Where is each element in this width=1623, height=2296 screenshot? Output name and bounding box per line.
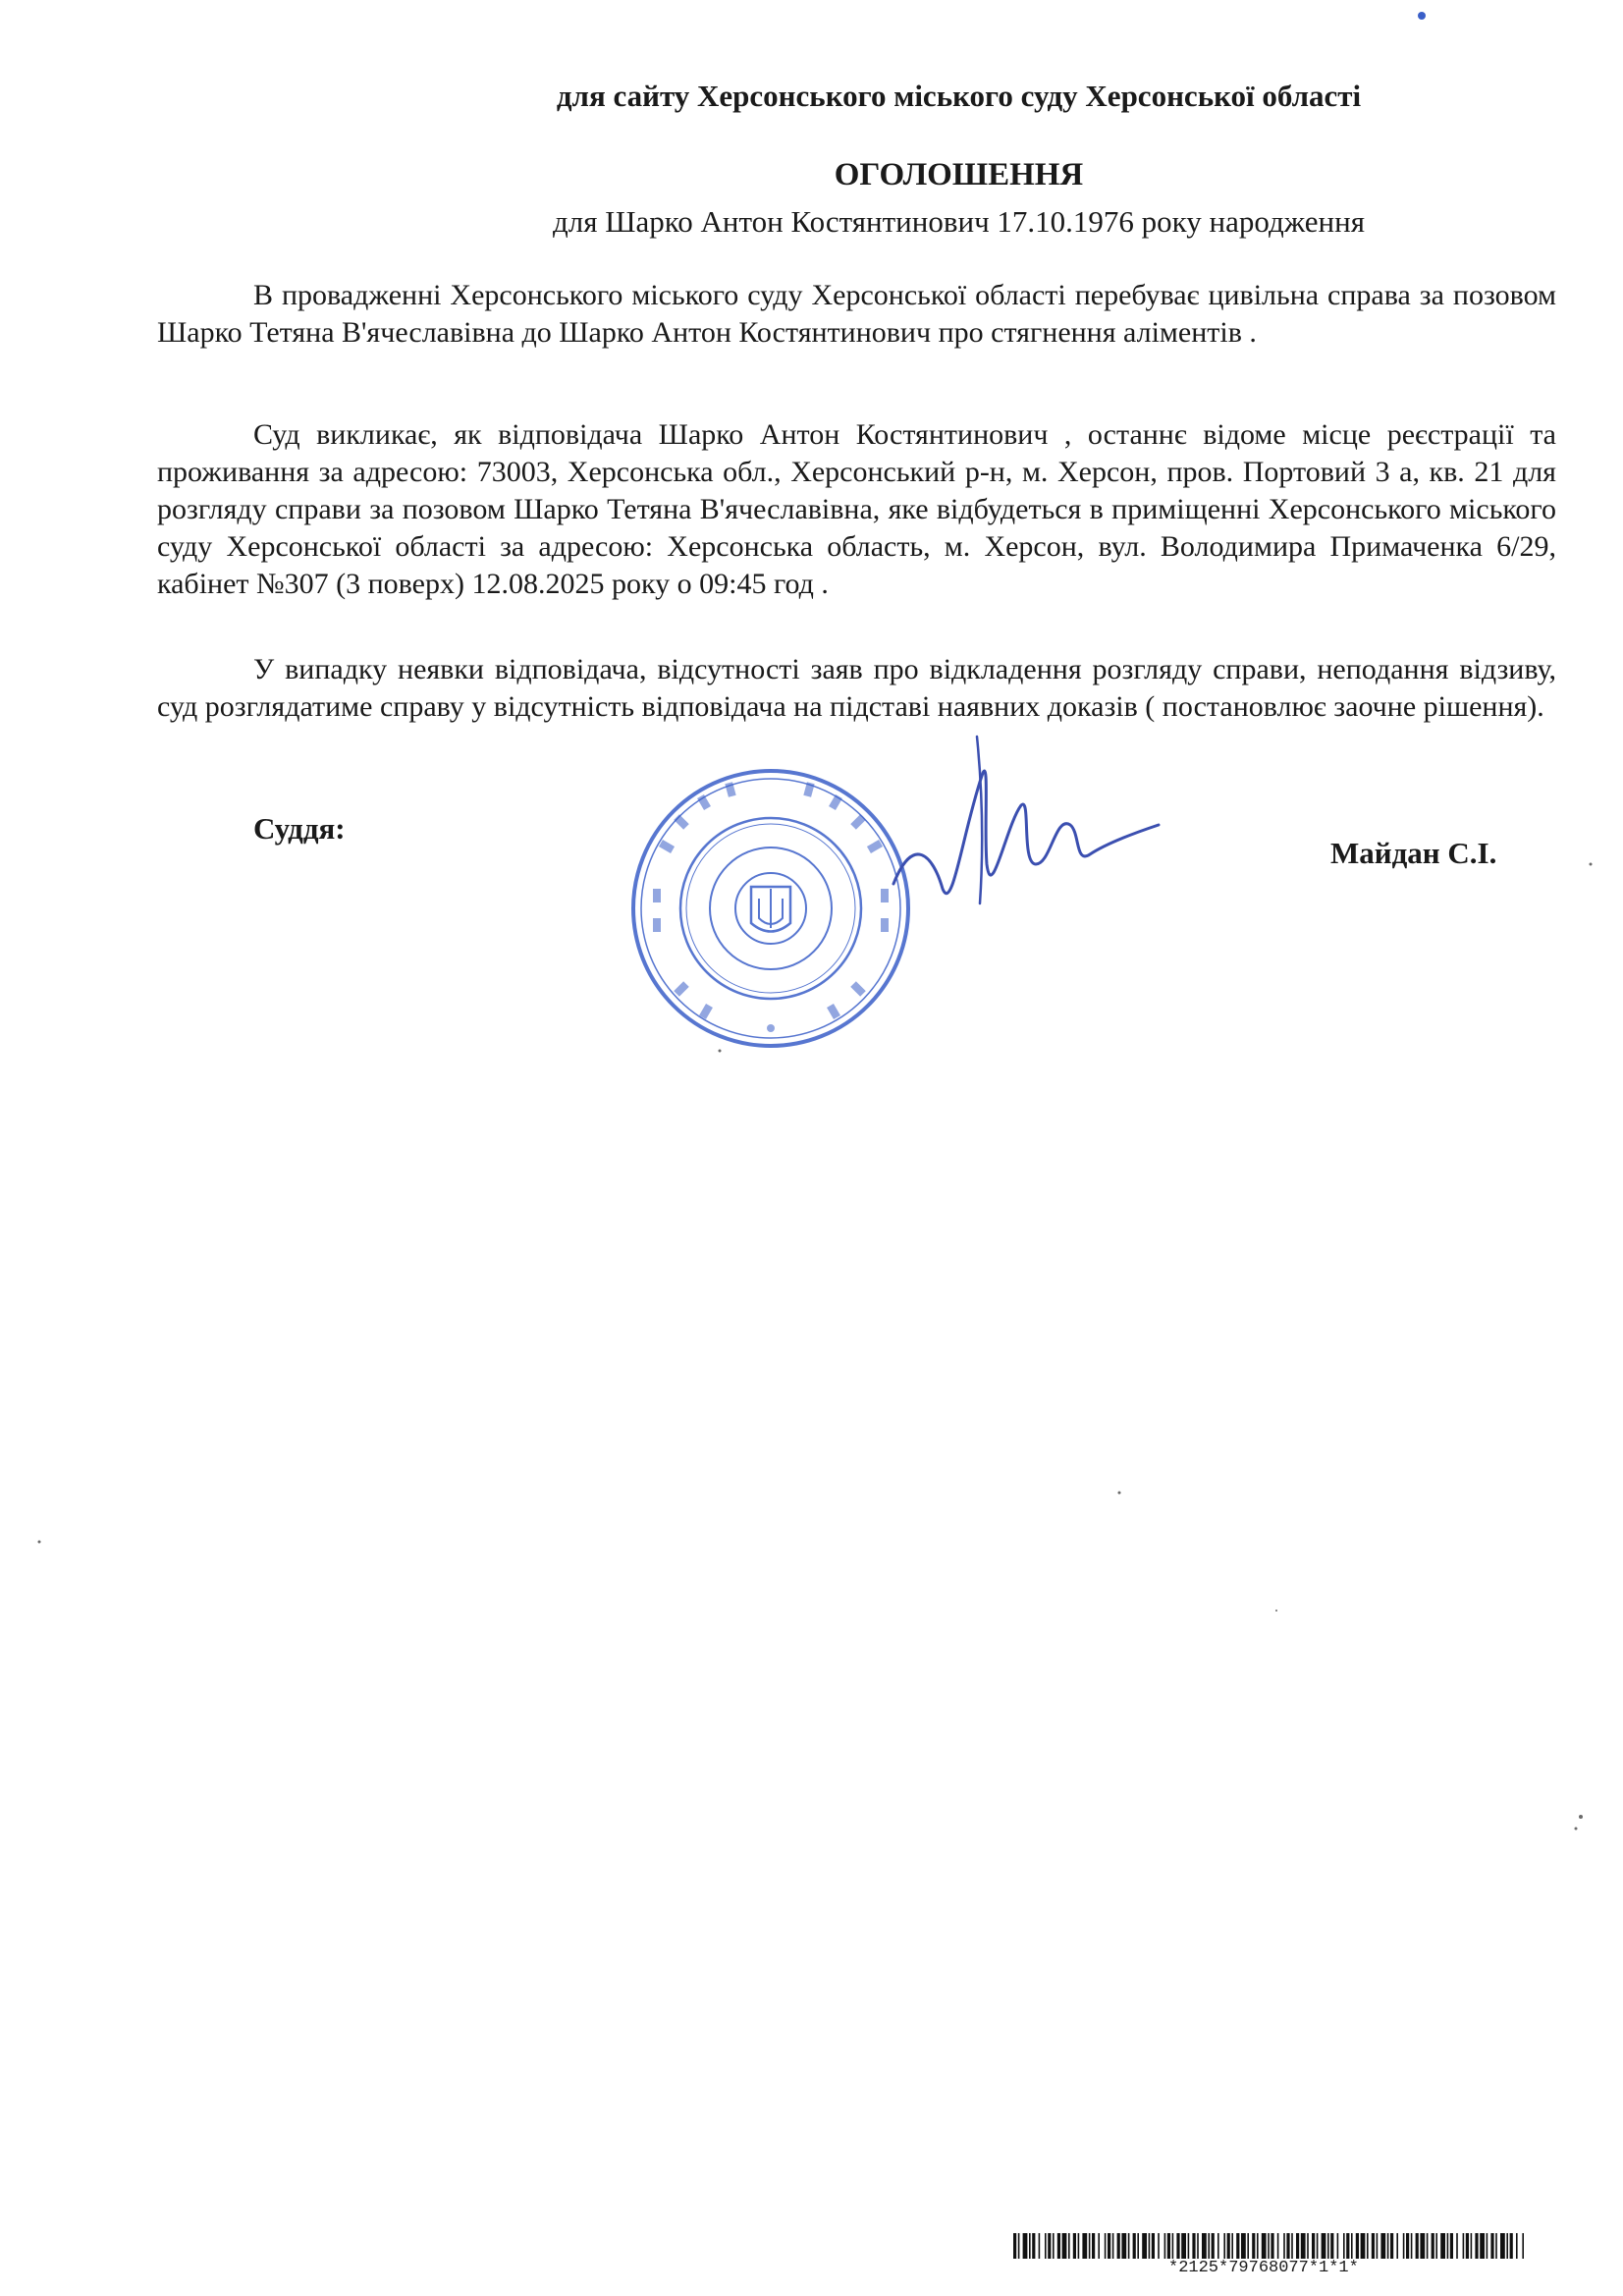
header-note: для сайту Херсонського міського суду Херсонської області (556, 79, 1362, 113)
judge-label: Суддя: (253, 811, 346, 846)
judge-name: Майдан С.І. (1330, 836, 1497, 870)
paragraph-summons: Суд викликає, як відповідача Шарко Антон Костянтинович , останнє відоме місце реєстрації та проживання за адресою: 73003, Херсонська обл., Херсонський р-н, м. Херсон, пров. Портовий 3 а, кв. 21 для розгляду справи за позовом Шарко Тетяна В'ячеславівна, яке відбудеться в приміщенні Херсонського міського суду Херсонської області за адресою: Херсонська область, м. Херсон, вул. Володимира Примаченка 6/29, кабінет №307 (3 поверх) 12.08.2025 року о 09:45 год . (157, 418, 1556, 600)
paragraph-case: В провадженні Херсонського міського суду Херсонської області перебуває цивільна справа за позовом Шарко Тетяна В'ячеславівна до Шарко Антон Костянтинович про стягнення аліментів . (157, 279, 1556, 349)
document-subtitle: для Шарко Антон Костянтинович 17.10.1976 року народження (553, 204, 1365, 239)
document-title: ОГОЛОШЕННЯ (834, 157, 1084, 192)
barcode-icon (1013, 2233, 1524, 2259)
barcode-number: *2125*79768077*1*1* (1168, 2259, 1359, 2277)
signature-icon (874, 717, 1168, 962)
paragraph-default: У випадку неявки відповідача, відсутності заяв про відкладення розгляду справи, неподання відзиву, суд розглядатиме справу у відсутність відповідача на підставі наявних доказів ( постановлює заочне рішення). (157, 653, 1556, 723)
